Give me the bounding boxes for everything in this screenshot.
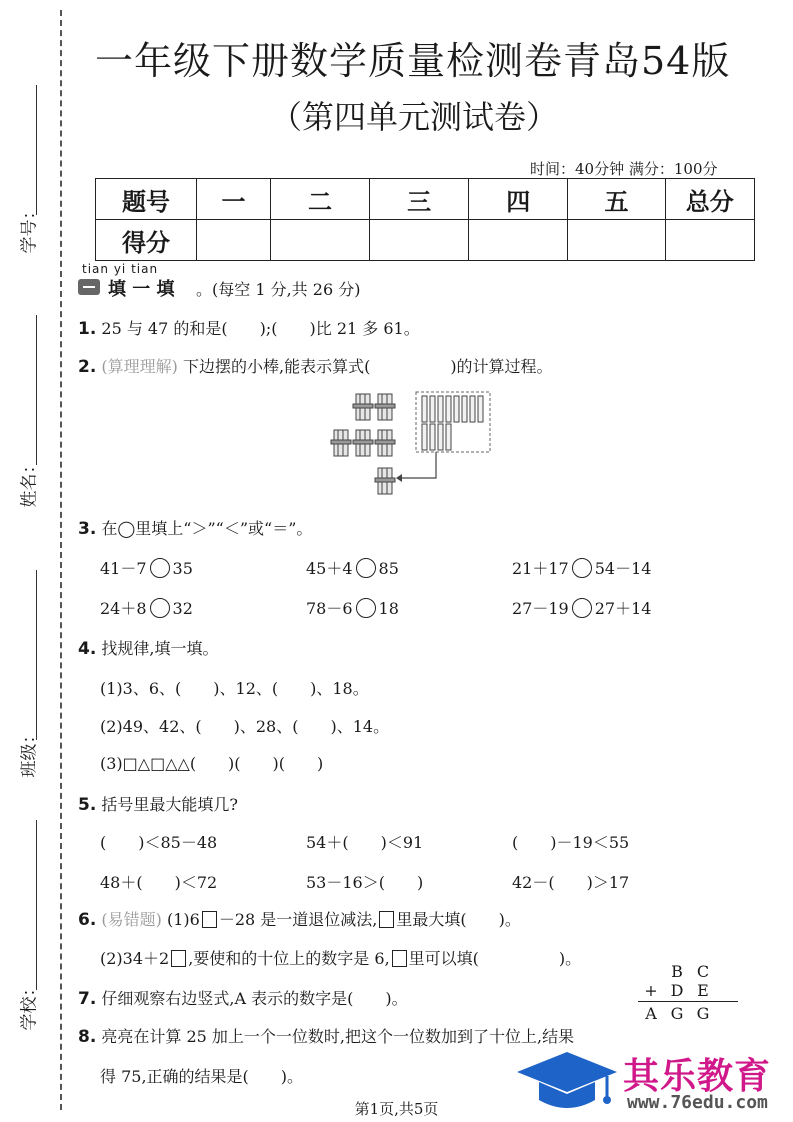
question-3 xyxy=(78,516,312,539)
stick-bundle xyxy=(353,394,373,420)
binding-dash-line xyxy=(60,10,62,1110)
question-text: 亮亮在计算 25 加上一个一位数时,把这个一位数加到了十位上,结果 xyxy=(101,1027,575,1046)
score-input-cell[interactable] xyxy=(469,220,568,261)
school-label: 学校： xyxy=(19,979,40,1031)
score-header-cell: 三 xyxy=(370,179,469,220)
score-header-cell: 四 xyxy=(469,179,568,220)
answer-circle[interactable] xyxy=(150,598,170,618)
score-header-cell: 二 xyxy=(270,179,369,220)
score-header-cell: 五 xyxy=(568,179,665,220)
stick-bundle xyxy=(375,468,395,494)
answer-circle[interactable] xyxy=(356,598,376,618)
score-input-cell[interactable] xyxy=(370,220,469,261)
time-info: 时间：40分钟 满分：100分 xyxy=(530,160,718,178)
compare-left: 41－7 xyxy=(100,559,147,578)
stick-bundle xyxy=(375,394,395,420)
digit: A xyxy=(645,1004,657,1023)
compare-left: 78－6 xyxy=(306,599,353,618)
question-text: 括号里最大能填几? xyxy=(101,795,238,814)
compare-item xyxy=(512,556,651,579)
score-header-cell: 一 xyxy=(197,179,271,220)
question-text: 里最大填( )。 xyxy=(396,910,521,929)
compare-right: 35 xyxy=(172,559,193,578)
score-label-cell: 得分 xyxy=(96,220,197,261)
inequality-item: 54＋( )＜91 xyxy=(306,833,424,852)
stick-bundle xyxy=(353,430,373,456)
question-number: 4. xyxy=(78,639,97,659)
school-line xyxy=(36,820,37,990)
inequality-item: ( )－19＜55 xyxy=(512,833,630,852)
question-text: ,要使和的十位上的数字是 6, xyxy=(188,949,390,968)
digit: B xyxy=(671,962,683,981)
score-table-score-row xyxy=(96,220,755,261)
pattern-line: (1)3、6、( )、12、( )、18。 xyxy=(100,679,369,698)
student-id-label: 学号： xyxy=(19,202,40,254)
class-line xyxy=(36,570,37,740)
name-label: 姓名： xyxy=(19,456,40,508)
graduation-cap-icon xyxy=(515,1048,620,1118)
compare-left: 21＋17 xyxy=(512,559,569,578)
compare-right: 54－14 xyxy=(594,559,652,578)
answer-circle[interactable] xyxy=(572,598,592,618)
digit: D xyxy=(670,981,684,1000)
sum-line xyxy=(638,1001,738,1002)
compare-left: 27－19 xyxy=(512,599,569,618)
page-subtitle: （第四单元测试卷） xyxy=(270,98,559,136)
question-number: 3. xyxy=(78,519,97,539)
digit: E xyxy=(697,981,709,1000)
digit: C xyxy=(696,962,710,981)
question-text: －28 是一道退位减法, xyxy=(218,910,378,929)
question-text: (1)6 xyxy=(166,910,200,929)
pattern-line: (2)49、42、( )、28、( )、14。 xyxy=(100,717,390,736)
stick-bundle xyxy=(375,430,395,456)
question-number: 7. xyxy=(78,989,97,1009)
blank-box[interactable] xyxy=(171,950,186,967)
vertical-addition xyxy=(638,962,738,1023)
compare-item xyxy=(100,596,193,619)
blank-box[interactable] xyxy=(392,950,407,967)
question-text: 找规律,填一填。 xyxy=(101,639,219,658)
score-input-cell[interactable] xyxy=(197,220,271,261)
counting-sticks-illustration xyxy=(326,388,496,500)
pattern-line: (3)□△□△△( )( )( ) xyxy=(100,754,324,773)
question-tag: (算理理解) xyxy=(101,357,178,376)
page-footer: 第1页,共5页 xyxy=(354,1100,439,1118)
score-input-cell[interactable] xyxy=(568,220,665,261)
digit: G xyxy=(696,1004,710,1023)
inequality-item: 53－16＞( ) xyxy=(306,873,424,892)
question-text: 里可以填( )。 xyxy=(408,949,582,968)
section-pinyin: tian yi tian xyxy=(82,262,159,276)
watermark-logo xyxy=(515,1048,790,1118)
compare-right: 18 xyxy=(378,599,399,618)
question-text: 25 与 47 的和是( );( )比 21 多 61。 xyxy=(101,319,420,338)
compare-left: 24＋8 xyxy=(100,599,147,618)
blank-box[interactable] xyxy=(379,911,394,928)
compare-item xyxy=(512,596,651,619)
score-table-header-row xyxy=(96,179,755,220)
inequality-item: 42－( )＞17 xyxy=(512,873,630,892)
score-input-cell[interactable] xyxy=(270,220,369,261)
section-title: 填 一 填 xyxy=(108,279,175,300)
section-note: 。(每空 1 分,共 26 分) xyxy=(196,280,361,299)
question-number: 2. xyxy=(78,357,97,377)
question-8 xyxy=(78,1024,574,1047)
student-id-line xyxy=(36,85,37,215)
answer-circle[interactable] xyxy=(150,558,170,578)
score-header-cell: 题号 xyxy=(96,179,197,220)
watermark-url: www.76edu.com xyxy=(627,1092,768,1113)
question-text: 下边摆的小棒,能表示算式( )的计算过程。 xyxy=(182,357,553,376)
question-number: 8. xyxy=(78,1027,97,1047)
compare-item xyxy=(306,596,399,619)
score-header-cell: 总分 xyxy=(665,179,754,220)
question-tag: (易错题) xyxy=(101,910,162,929)
question-number: 1. xyxy=(78,319,97,339)
question-number: 6. xyxy=(78,910,97,930)
stick-bundle xyxy=(331,430,351,456)
watermark-name: 其乐教育 xyxy=(623,1056,772,1097)
question-8-line-2: 得 75,正确的结果是( )。 xyxy=(100,1067,304,1086)
question-number: 5. xyxy=(78,795,97,815)
digit: G xyxy=(670,1004,684,1023)
answer-circle[interactable] xyxy=(356,558,376,578)
score-table xyxy=(95,178,755,261)
score-input-cell[interactable] xyxy=(665,220,754,261)
compare-item xyxy=(306,556,399,579)
compare-right: 85 xyxy=(378,559,399,578)
compare-right: 32 xyxy=(172,599,193,618)
inequality-item: 48＋( )＜72 xyxy=(100,873,218,892)
section-number-icon xyxy=(78,279,100,295)
answer-circle[interactable] xyxy=(572,558,592,578)
question-2 xyxy=(78,354,553,377)
question-text: (2)34＋2 xyxy=(100,949,170,968)
question-6 xyxy=(78,907,521,930)
question-4 xyxy=(78,636,218,659)
question-7 xyxy=(78,986,408,1009)
compare-left: 45＋4 xyxy=(306,559,353,578)
question-1 xyxy=(78,316,420,339)
blank-box[interactable] xyxy=(202,911,217,928)
plus-sign: + xyxy=(644,981,658,1000)
question-5 xyxy=(78,792,238,815)
page-title: 一年级下册数学质量检测卷青岛54版 xyxy=(95,39,731,83)
question-text: 在◯里填上“＞”“＜”或“＝”。 xyxy=(101,519,313,538)
inequality-item: ( )＜85－48 xyxy=(100,833,218,852)
compare-item xyxy=(100,556,193,579)
question-text: 仔细观察右边竖式,A 表示的数字是( )。 xyxy=(101,989,408,1008)
question-6-part-2 xyxy=(100,946,581,969)
class-label: 班级： xyxy=(19,726,40,778)
name-line xyxy=(36,315,37,465)
compare-right: 27＋14 xyxy=(594,599,652,618)
